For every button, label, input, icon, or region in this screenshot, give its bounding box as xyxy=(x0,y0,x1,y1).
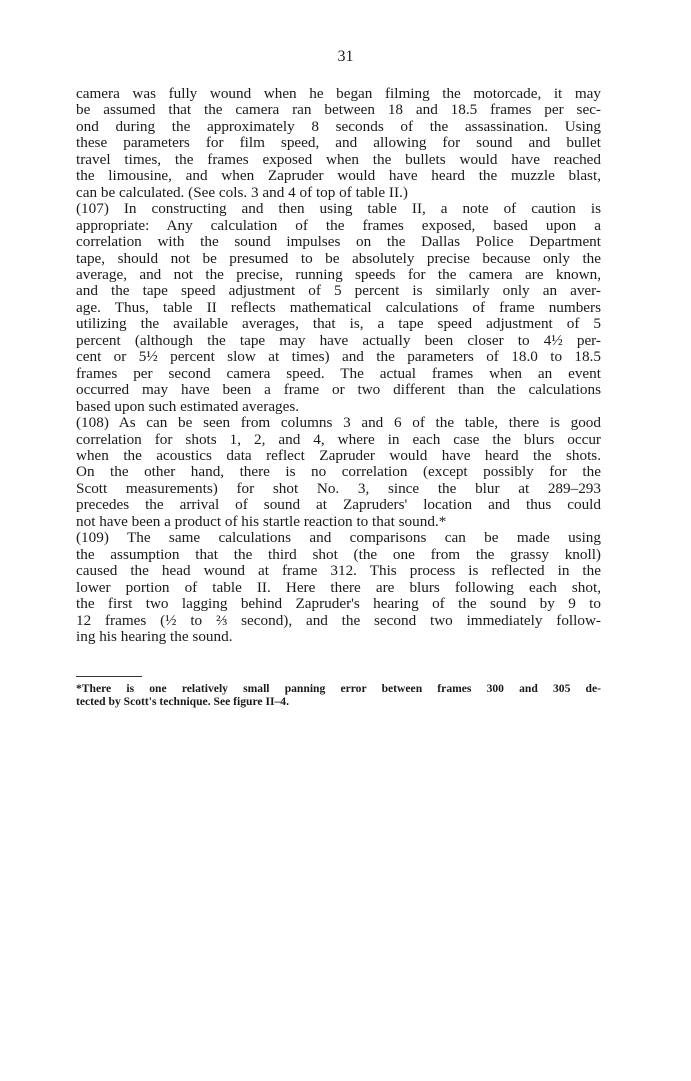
footnote-line: tected by Scott's technique. See figure II–4. xyxy=(76,695,289,708)
text-line: these parameters for film speed, and allowing for sound and bullet xyxy=(76,134,601,152)
text-line: precedes the arrival of sound at Zapruders' location and thus could xyxy=(76,496,601,514)
text-line: travel times, the frames exposed when the bullets would have reached xyxy=(76,150,601,168)
text-line: 12 frames (½ to ⅔ second), and the second two immediately follow- xyxy=(76,611,601,629)
text-line: can be calculated. (See cols. 3 and 4 of top of table II.) xyxy=(76,183,408,201)
text-line: occurred may have been a frame or two different than the calculations xyxy=(76,381,601,399)
text-line: ing his hearing the sound. xyxy=(76,627,233,645)
text-line: lower portion of table II. Here there are blurs following each shot, xyxy=(76,578,601,596)
text-line: caused the head wound at frame 312. This process is reflected in the xyxy=(76,562,601,580)
text-line: the first two lagging behind Zapruder's hearing of the sound by 9 to xyxy=(76,595,601,613)
text-line: age. Thus, table II reflects mathematical calculations of frame numbers xyxy=(76,298,601,316)
text-line: correlation with the sound impulses on the Dallas Police Department xyxy=(76,233,601,251)
footnote-rule xyxy=(76,676,142,677)
text-line: frames per second camera speed. The actual frames when an event xyxy=(76,364,601,382)
text-line: (109) The same calculations and comparisons can be made using xyxy=(76,529,601,547)
text-line: not have been a product of his startle reaction to that sound.* xyxy=(76,512,447,530)
text-line: based upon such estimated averages. xyxy=(76,397,300,415)
text-line: and the tape speed adjustment of 5 percent is similarly only an aver- xyxy=(76,282,601,300)
text-line: camera was fully wound when he began filming the motorcade, it may xyxy=(76,85,601,102)
body-text xyxy=(76,86,601,645)
text-line: the assumption that the third shot (the one from the grassy knoll) xyxy=(76,545,601,563)
text-line: correlation for shots 1, 2, and 4, where in each case the blurs occur xyxy=(76,430,601,448)
text-line: cent or 5½ percent slow at times) and the parameters of 18.0 to 18.5 xyxy=(76,348,601,366)
page-number: 31 xyxy=(337,48,354,65)
text-line: ond during the approximately 8 seconds of the assassination. Using xyxy=(76,117,601,135)
text-line: Scott measurements) for shot No. 3, since the blur at 289–293 xyxy=(76,479,601,497)
text-line: percent (although the tape may have actually been closer to 4½ per- xyxy=(76,331,601,349)
text-line: average, and not the precise, running speeds for the camera are known, xyxy=(76,265,601,283)
text-line: be assumed that the camera ran between 18 and 18.5 frames per sec- xyxy=(76,101,601,119)
footnote-line: *There is one relatively small panning error between frames 300 and 305 de- xyxy=(76,682,601,695)
text-line: On the other hand, there is no correlation (except possibly for the xyxy=(76,463,601,481)
text-line: utilizing the available averages, that is, a tape speed adjustment of 5 xyxy=(76,315,601,333)
text-line: tape, should not be presumed to be absolutely precise because only the xyxy=(76,249,601,267)
footnote xyxy=(76,682,601,708)
text-line: appropriate: Any calculation of the frames exposed, based upon a xyxy=(76,216,601,234)
text-line: the limousine, and when Zapruder would have heard the muzzle blast, xyxy=(76,167,601,185)
text-line: (107) In constructing and then using table II, a note of caution is xyxy=(76,200,601,218)
text-line: when the acoustics data reflect Zapruder would have heard the shots. xyxy=(76,446,601,464)
text-line: (108) As can be seen from columns 3 and 6 of the table, there is good xyxy=(76,414,601,432)
